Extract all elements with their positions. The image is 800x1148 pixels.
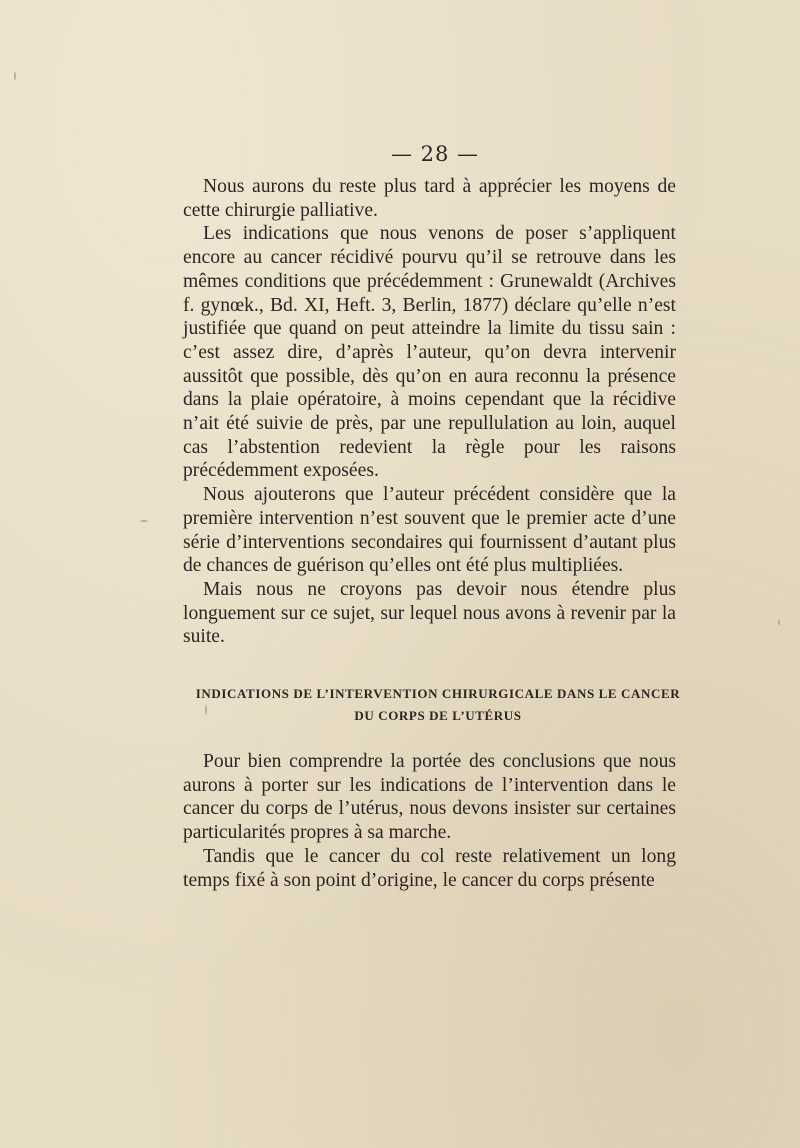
section-heading bbox=[183, 683, 693, 727]
paper-speck bbox=[205, 705, 207, 715]
paragraph: Les indications que nous venons de poser s’appliquent encore au cancer récidivé pourvu qu’il se retrouve dans les mêmes conditions que précédemment : Grunewaldt (Archives f. gynœk., Bd. XI, Heft. 3, Berlin, 1877) déclare qu’elle n’est justifiée que quand on peut atteindre la limite du tissu sain : c’est assez dire, d’après l’auteur, qu’on devra intervenir aussitôt que possible, dès qu’on en aura reconnu la présence dans la plaie opératoire, à moins cependant que la récidive n’ait été suivie de près, par une repullulation au loin, auquel cas l’abstention redevient la règle pour les raisons précédemment exposées. bbox=[183, 223, 676, 482]
paper-speck bbox=[140, 520, 148, 522]
paragraph: Nous ajouterons que l’auteur précédent considère que la première intervention n’est souvent que le premier acte d’une série d’interventions secondaires qui fournissent d’autant plus de chances de guérison qu’elles ont été plus multipliées. bbox=[183, 484, 676, 577]
paragraph: Mais nous ne croyons pas devoir nous étendre plus longuement sur ce sujet, sur lequel nous avons à revenir par la suite. bbox=[183, 578, 676, 648]
paragraph: Nous aurons du reste plus tard à apprécier les moyens de cette chirurgie palliative. bbox=[183, 176, 676, 221]
section-heading-line-2: DU CORPS DE L’UTÉRUS bbox=[354, 708, 522, 723]
page-number: — 28 — bbox=[390, 142, 480, 166]
paragraph: Pour bien comprendre la portée des conclusions que nous aurons à porter sur les indications de l’intervention dans le cancer du corps de l’utérus, nous devons insister sur certaines particularités propres à sa marche. bbox=[183, 751, 676, 844]
body-text-section-2 bbox=[183, 750, 676, 892]
paper-speck bbox=[14, 72, 16, 80]
section-heading-line-1: INDICATIONS DE L’INTERVENTION CHIRURGICALE DANS LE CANCER bbox=[195, 686, 681, 701]
paper-speck bbox=[778, 620, 780, 625]
paragraph: Tandis que le cancer du col reste relativement un long temps fixé à son point d’origine, le cancer du corps présente bbox=[183, 845, 676, 891]
body-text-section-1 bbox=[183, 175, 676, 649]
